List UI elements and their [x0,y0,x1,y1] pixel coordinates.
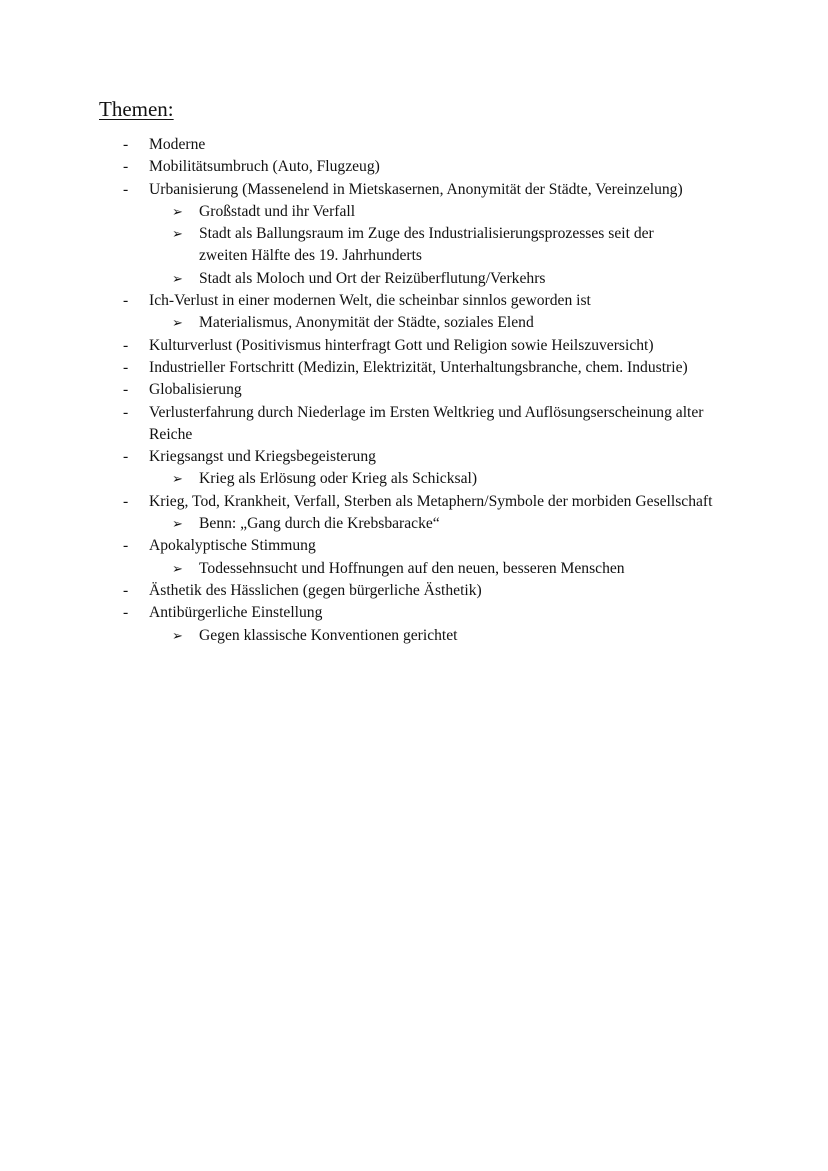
list-item-text: Krieg, Tod, Krankheit, Verfall, Sterben als Metaphern/Symbole der morbiden Gesellschaft [149,492,713,510]
sub-list-item-text: Todessehnsucht und Hoffnungen auf den neuen, besseren Menschen [199,559,625,577]
list-item-text: Ich-Verlust in einer modernen Welt, die scheinbar sinnlos geworden ist [149,292,591,310]
sub-list-item-text: Stadt als Moloch und Ort der Reizüberflutung/Verkehrs [199,269,546,287]
list-item-text: Antibürgerliche Einstellung [149,604,323,622]
list-item [0,335,828,357]
list-item [0,535,828,580]
bullet-dash: - [123,158,129,176]
arrow-bullet-icon: ➢ [172,315,183,331]
list-item-text: Kriegsangst und Kriegsbegeisterung [149,448,376,466]
list-item-text: Industrieller Fortschritt (Medizin, Elektrizität, Unterhaltungsbranche, chem. Industrie) [149,358,688,376]
list-item [0,290,828,335]
list-item-text: Kulturverlust (Positivismus hinterfragt Gott und Religion sowie Heilszuversicht) [149,336,654,354]
bullet-dash: - [123,180,129,198]
sub-list [0,312,828,334]
sub-list-item-text: Materialismus, Anonymität der Städte, soziales Elend [199,314,534,332]
sub-list-item [0,468,828,490]
bullet-dash: - [123,403,129,421]
arrow-bullet-icon: ➢ [172,270,183,286]
list-item-text: Urbanisierung (Massenelend in Mietskasernen, Anonymität der Städte, Vereinzelung) [149,180,683,198]
arrow-bullet-icon: ➢ [172,516,183,532]
sub-list-item [0,268,828,290]
list-item [0,446,828,491]
list-item [0,134,828,156]
sub-list-item [0,513,828,535]
sub-list-item-text: Großstadt und ihr Verfall [199,202,356,220]
sub-list-item-text: Gegen klassische Konventionen gerichtet [199,626,458,644]
sub-list-item [0,201,828,223]
sub-list-item-text: Stadt als Ballungsraum im Zuge des Industrialisierungsprozesses seit der zweiten Hälfte des 19. Jahrhunderts [199,225,654,265]
bullet-dash: - [123,448,129,466]
arrow-bullet-icon: ➢ [172,560,183,576]
list-item-text: Ästhetik des Hässlichen (gegen bürgerliche Ästhetik) [149,581,482,599]
list-item [0,402,828,447]
sub-list-item [0,625,828,647]
bullet-dash: - [123,292,129,310]
list-item [0,179,828,290]
topic-list [0,134,828,647]
list-item [0,602,828,647]
bullet-dash: - [123,537,129,555]
sub-list-item [0,312,828,334]
list-item [0,491,828,536]
list-item-text: Moderne [149,136,206,153]
sub-list-item [0,223,828,268]
list-item-text: Mobilitätsumbruch (Auto, Flugzeug) [149,158,380,176]
sub-list [0,513,828,535]
list-item [0,580,828,602]
bullet-dash: - [123,492,129,510]
arrow-bullet-icon: ➢ [172,226,183,242]
sub-list [0,558,828,580]
list-item-text: Apokalyptische Stimmung [149,537,316,555]
sub-list-item-text: Krieg als Erlösung oder Krieg als Schicksal) [199,470,478,488]
sub-list-item-text: Benn: „Gang durch die Krebsbaracke“ [199,515,440,533]
sub-list [0,625,828,647]
bullet-dash: - [123,581,129,599]
bullet-dash: - [123,336,129,354]
list-item [0,156,828,178]
arrow-bullet-icon: ➢ [172,203,183,219]
arrow-bullet-icon: ➢ [172,627,183,643]
page-title: Themen: [99,97,174,121]
list-item [0,379,828,401]
sub-list [0,468,828,490]
list-item [0,357,828,379]
arrow-bullet-icon: ➢ [172,471,183,487]
list-item-text: Globalisierung [149,381,242,399]
sub-list-item [0,558,828,580]
bullet-dash: - [123,136,129,153]
bullet-dash: - [123,381,129,399]
list-item-text: Verlusterfahrung durch Niederlage im Ersten Weltkrieg und Auflösungserscheinung alter Reiche [149,403,704,443]
bullet-dash: - [123,604,129,622]
sub-list [0,201,828,290]
bullet-dash: - [123,358,129,376]
